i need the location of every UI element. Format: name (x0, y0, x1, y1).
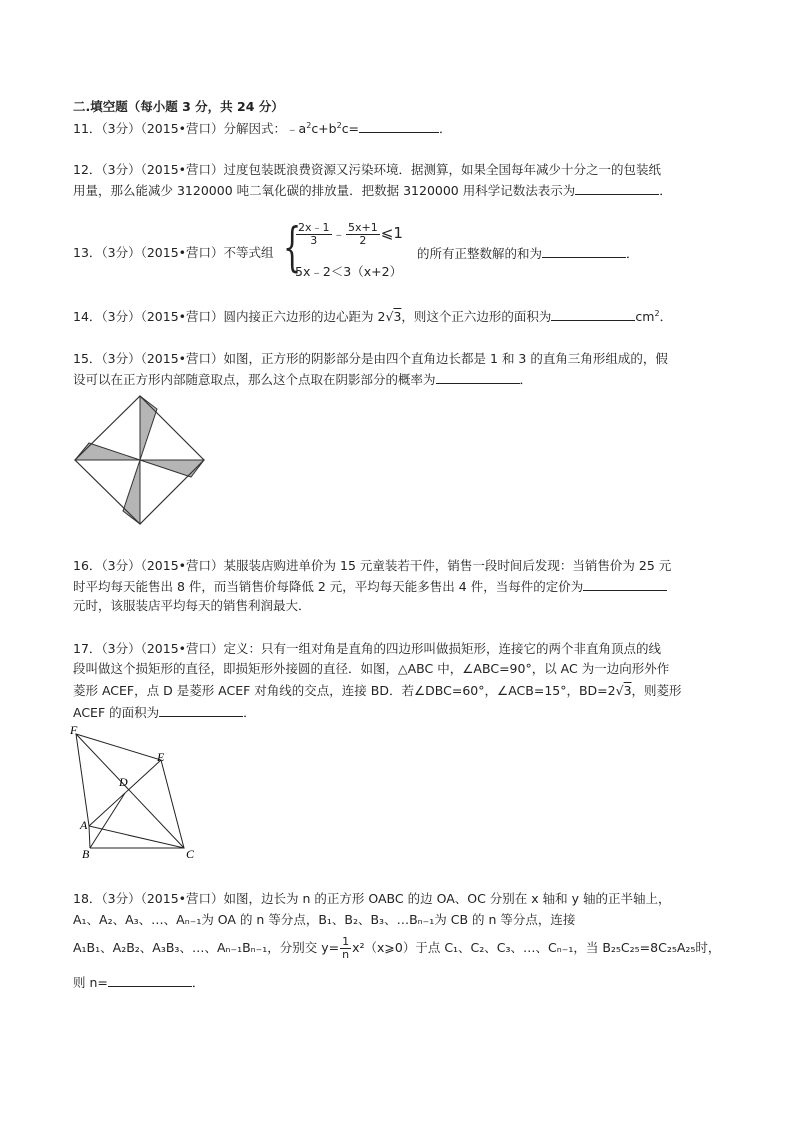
q17-line4: ACEF 的面积为 (73, 705, 160, 720)
q18-line1: 18．（3分）（2015•营口）如图，边长为 n 的正方形 OABC 的边 OA、OC 分别在 x 轴和 y 轴的正半轴上， (73, 891, 671, 906)
q13-frac2 (346, 222, 380, 247)
q12-line2: 用量，那么能减少 3120000 吨二氧化碳的排放量．把数据 3120000 用科学记数法表示为 (73, 183, 576, 198)
q13-answer-blank (542, 245, 626, 258)
q15-shaded-triangle-1 (140, 396, 157, 460)
q15-line1: 15．（3分）（2015•营口）如图，正方形的阴影部分是由四个直角边长都是 1 和 3 的直角三角形组成的，假 (73, 351, 668, 366)
q15-shaded-triangle-4 (75, 443, 140, 460)
question-16-line2 (73, 578, 667, 595)
q17-label-b: B (82, 847, 90, 861)
q14-sqrt-sym: √ (385, 309, 394, 324)
q16-line2: 时平均每天能售出 8 件，而当销售价每降低 2 元，平均每天能多售出 4 件，当每件的定价为 (73, 579, 584, 594)
question-11 (73, 120, 452, 137)
q12-answer-blank (575, 182, 659, 195)
q11-label: 11．（3分）（2015•营口）分解因式： (73, 121, 287, 136)
q11-expr-c: c= (341, 121, 360, 136)
q15-figure (70, 392, 210, 530)
q16-line3: 元时，该服装店平均每天的销售利润最大． (73, 598, 311, 613)
q14-unit: cm (635, 309, 655, 324)
section-heading: 二.填空题（每小题 3 分，共 24 分） (73, 99, 284, 114)
q18-line3b: x²（x⩾0）于点 C₁、C₂、C₃、…、Cₙ₋₁，当 B₂₅C₂₅=8C₂₅A₂₅时， (352, 940, 721, 955)
q11-expr-a: ﹣a (286, 121, 307, 136)
question-12-line2 (73, 182, 672, 199)
q17-label-d: D (119, 775, 128, 789)
q13-row2: 5x﹣2＜3（x+2） (295, 264, 403, 279)
q17-line3a: 菱形 ACEF，点 D 是菱形 ACEF 对角线的交点，连接 BD．若∠DBC=60°，∠ACB=15°，BD=2 (73, 683, 616, 698)
q17-label-f: F (70, 724, 78, 737)
question-17-line3 (73, 683, 682, 699)
q13-frac2-den: 2 (359, 234, 367, 247)
question-18-line3 (73, 936, 720, 961)
q15-end: ． (519, 372, 533, 387)
q17-line1: 17．（3分）（2015•营口）定义：只有一组对角是直角的四边形叫做损矩形，连接它的两个非直角顶点的线 (73, 641, 662, 656)
q13-brace: { (283, 218, 302, 278)
q13-le1: ⩽1 (380, 224, 403, 242)
q12-line1: 12．（3分）（2015•营口）过度包装既浪费资源又污染环境．据测算，如果全国每年减少十分之一的包装纸 (73, 162, 662, 177)
q17-line2: 段叫做这个损矩形的直径，即损矩形外接圆的直径．如图，△ABC 中，∠ABC=90°，以 AC 为一边向形外作 (73, 661, 670, 676)
q13-label: 13．（3分）（2015•营口）不等式组 (73, 245, 274, 260)
q17-label-a: A (80, 818, 88, 832)
question-14 (73, 308, 672, 325)
q16-line1: 16．（3分）（2015•营口）某服装店购进单价为 15 元童装若干件，销售一段时间后发现：当销售价为 25 元 (73, 558, 672, 573)
q17-end: ． (243, 705, 256, 720)
q15-shaded-triangle-2 (140, 460, 204, 477)
q15-line2: 设可以在正方形内部随意取点，那么这个点取在阴影部分的概率为 (73, 372, 436, 387)
q11-sup2: 2 (336, 120, 342, 130)
q12-end: ． (659, 183, 672, 198)
question-15-line2 (73, 371, 532, 388)
q14-label: 14．（3分）（2015•营口）圆内接正六边形的边心距为 2 (73, 309, 386, 324)
question-17-line4 (73, 704, 256, 721)
q13-frac1-num: 2x﹣1 (298, 221, 330, 234)
q13-tail: 的所有正整数解的和为 (417, 246, 543, 261)
q14-tail: ，则这个正六边形的面积为 (401, 309, 552, 324)
q17-diagonal-fc (76, 734, 184, 848)
q18-answer-blank (108, 974, 192, 987)
q16-answer-blank (583, 578, 667, 591)
q11-end: ． (439, 121, 452, 136)
question-13-tail (417, 245, 639, 262)
q17-sqrt-sym: √ (615, 683, 624, 698)
q17-label-c: C (186, 847, 195, 861)
q18-frac-num: 1 (342, 935, 350, 948)
q14-end: ． (659, 309, 673, 324)
q13-minus: ﹣ (332, 226, 346, 241)
q14-sqrt-val: 3 (393, 309, 402, 324)
q18-line4: 则 n= (73, 975, 108, 990)
q18-frac (340, 936, 351, 961)
q14-answer-blank (551, 308, 635, 321)
q15-answer-blank (436, 371, 520, 384)
q11-answer-blank (359, 120, 439, 133)
q18-line3a: A₁B₁、A₂B₂、A₃B₃、…、Aₙ₋₁Bₙ₋₁，分别交 y= (73, 940, 340, 955)
q13-row1 (295, 222, 403, 247)
q17-sqrt-val: 3 (623, 683, 632, 698)
q13-frac1-den: 3 (310, 234, 318, 247)
q11-sup1: 2 (306, 120, 312, 130)
q17-figure (66, 724, 206, 864)
q13-frac2-num: 5x+1 (348, 221, 378, 234)
q18-end: ． (191, 975, 205, 990)
q18-line2: A₁、A₂、A₃、…、Aₙ₋₁为 OA 的 n 等分点，B₁、B₂、B₃、…Bₙ₋₁为 CB 的 n 等分点，连接 (73, 912, 576, 927)
q14-unit-sup: 2 (654, 308, 660, 318)
q17-segment-ab (89, 826, 90, 848)
q18-frac-den: n (342, 948, 350, 961)
q17-label-e: E (157, 750, 165, 764)
q11-expr-b: c+b (311, 121, 337, 136)
q13-end: ． (626, 246, 639, 261)
q17-answer-blank (159, 704, 243, 717)
q17-line3b: ，则菱形 (631, 683, 682, 698)
q15-shaded-triangle-3 (123, 460, 140, 524)
question-18-line4 (73, 974, 204, 991)
q13-frac1 (296, 222, 332, 247)
